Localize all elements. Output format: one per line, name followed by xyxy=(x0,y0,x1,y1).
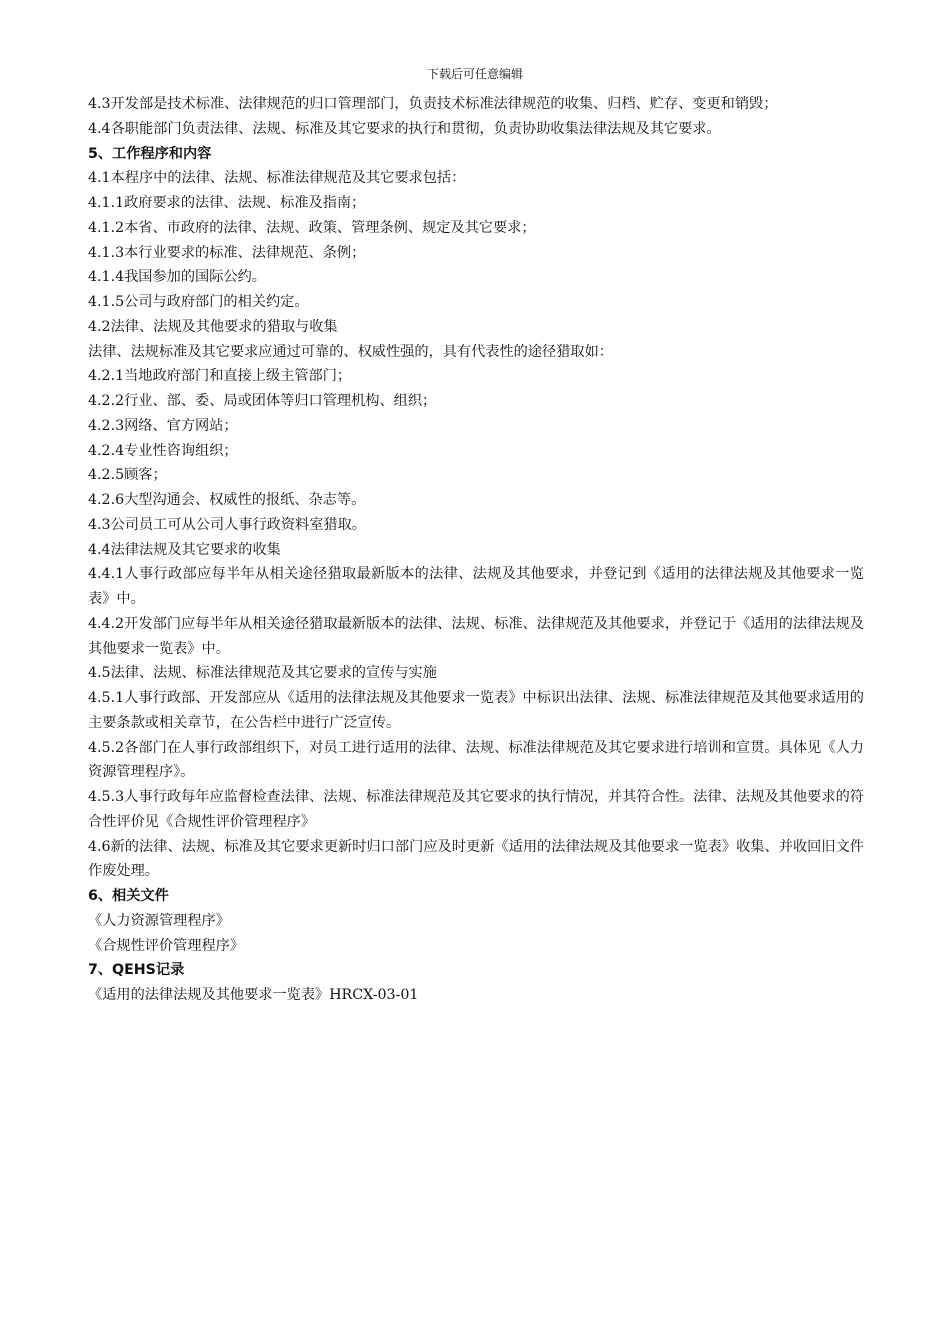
related-doc-hr-procedure: 《人力资源管理程序》 xyxy=(88,912,230,929)
section-heading-6: 6、相关文件 xyxy=(88,888,169,904)
paragraph-4-5-1: 4.5.1人事行政部、开发部应从《适用的法律法规及其他要求一览表》中标识出法律、法规、标准法律规范及其他要求适用的主要条款或相关章节，在公告栏中进行广泛宣传。 xyxy=(88,690,864,731)
paragraph-4-1-5: 4.1.5公司与政府部门的相关约定。 xyxy=(88,294,309,310)
related-doc-compliance-procedure: 《合规性评价管理程序》 xyxy=(88,937,245,954)
paragraph-4-2-3: 4.2.3网络、官方网站； xyxy=(88,417,238,434)
paragraph-4-2-2: 4.2.2行业、部、委、局或团体等归口管理机构、组织； xyxy=(88,393,437,409)
paragraph-4-2-1: 4.2.1当地政府部门和直接上级主管部门； xyxy=(88,368,352,385)
paragraph-4-2-intro: 法律、法规标准及其它要求应通过可靠的、权威性强的，具有代表性的途径猎取如： xyxy=(88,343,613,360)
paragraph-4-2-5: 4.2.5顾客； xyxy=(88,467,167,484)
paragraph-4-4: 4.4各职能部门负责法律、法规、标准及其它要求的执行和贯彻，负责协助收集法律法规及其它要求。 xyxy=(88,120,721,137)
paragraph-4-1-2: 4.1.2本省、市政府的法律、法规、政策、管理条例、规定及其它要求； xyxy=(88,219,536,236)
paragraph-4-3-staff: 4.3公司员工可从公司人事行政资料室猎取。 xyxy=(88,516,366,533)
paragraph-4-1: 4.1本程序中的法律、法规、标准法律规范及其它要求包括： xyxy=(88,170,466,187)
paragraph-4-6: 4.6新的法律、法规、标准及其它要求更新时归口部门应及时更新《适用的法律法规及其他要求一览表》收集、并收回旧文件作废处理。 xyxy=(88,838,864,880)
paragraph-4-3: 4.3开发部是技术标准、法律规范的归口管理部门，负责技术标准法律规范的收集、归档、贮存、变更和销毁； xyxy=(88,96,778,112)
section-heading-7: 7、QEHS记录 xyxy=(88,962,185,979)
qehs-record: 《适用的法律法规及其他要求一览表》HRCX-03-01 xyxy=(88,987,419,1003)
paragraph-4-1-4: 4.1.4我国参加的国际公约。 xyxy=(88,269,266,286)
paragraph-4-2: 4.2法律、法规及其他要求的猎取与收集 xyxy=(88,318,338,335)
document-body xyxy=(88,92,864,1008)
paragraph-4-5-3: 4.5.3人事行政每年应监督检查法律、法规、标准法律规范及其它要求的执行情况，并其符合性。法律、法规及其他要求的符合性评价见《合规性评价管理程序》 xyxy=(88,789,864,830)
paragraph-4-1-1: 4.1.1政府要求的法律、法规、标准及指南； xyxy=(88,195,366,211)
section-heading-5: 5、工作程序和内容 xyxy=(88,145,212,162)
paragraph-4-1-3: 4.1.3本行业要求的标准、法律规范、条例； xyxy=(88,244,366,261)
paragraph-4-2-6: 4.2.6大型沟通会、权威性的报纸、杂志等。 xyxy=(88,492,366,508)
paragraph-4-4-2: 4.4.2开发部门应每半年从相关途径猎取最新版本的法律、法规、标准、法律规范及其他要求，并登记于《适用的法律法规及其他要求一览表》中。 xyxy=(88,615,864,657)
paragraph-4-2-4: 4.2.4专业性咨询组织； xyxy=(88,442,238,459)
page-header: 下载后可任意编辑 xyxy=(426,67,523,81)
paragraph-4-5: 4.5法律、法规、标准法律规范及其它要求的宣传与实施 xyxy=(88,665,437,682)
paragraph-4-4-1: 4.4.1人事行政部应每半年从相关途径猎取最新版本的法律、法规及其他要求，并登记到《适用的法律法规及其他要求一览表》中。 xyxy=(88,566,864,607)
paragraph-4-4-collection: 4.4法律法规及其它要求的收集 xyxy=(88,541,281,558)
paragraph-4-5-2: 4.5.2各部门在人事行政部组织下，对员工进行适用的法律、法规、标准法律规范及其它要求进行培训和宣贯。具体见《人力资源管理程序》。 xyxy=(88,739,864,781)
